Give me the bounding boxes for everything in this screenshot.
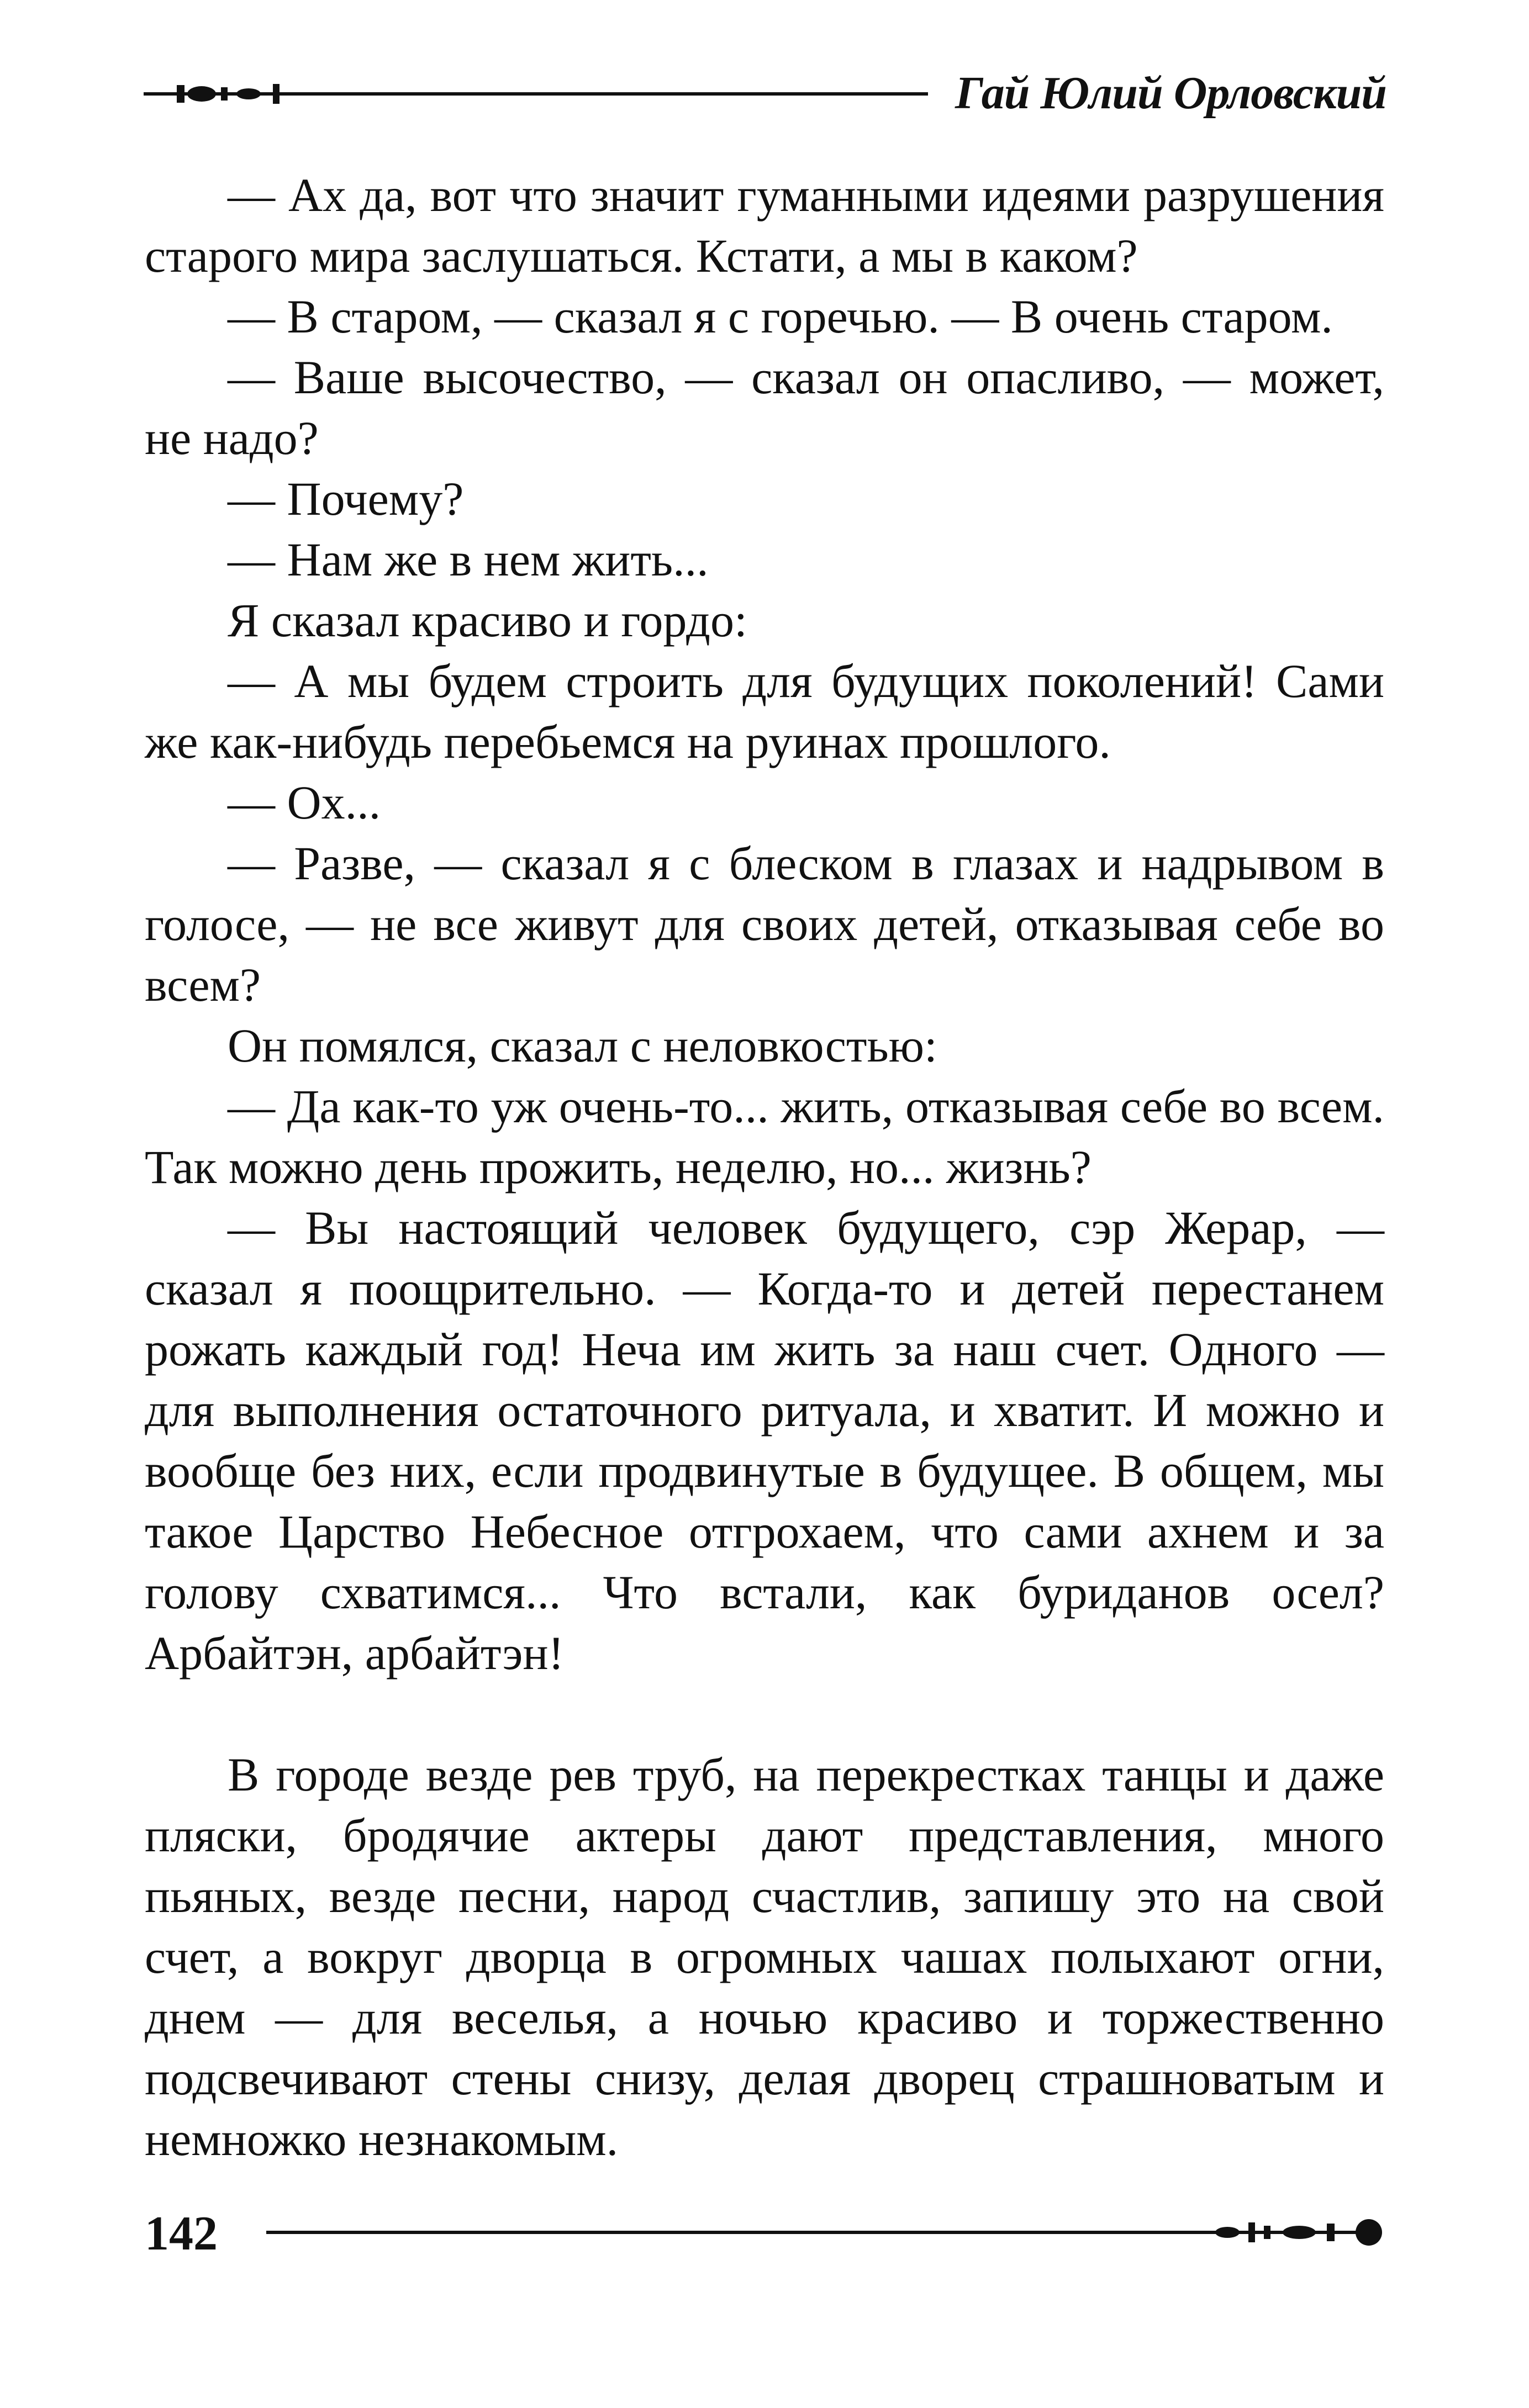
paragraph: — В старом, — сказал я с горечью. — В очень старом. <box>228 290 1333 343</box>
footer-ornament-rule <box>266 2216 1384 2249</box>
page-number: 142 <box>145 2207 218 2261</box>
section-break <box>145 1683 1384 1744</box>
paragraph: — Разве, — сказал я с блеском в глазах и надрывом в голосе, — не все живут для своих детей, отказывая себе во всем? <box>145 837 1384 1011</box>
paragraph: — Вы настоящий человек будущего, сэр Жерар, — сказал я поощрительно. — Когда-то и детей перестанем рожать каждый год! Неча им жить за наш счет. Одного — для выполнения остаточного ритуала, и хватит. И можно и вообще без них, если продвинутые в будущее. В общем, мы такое Царство Небесное отгрохаем, что сами ахнем и за голову схватимся... Что встали, как буриданов осел? Арбайтэн, арбайтэн! <box>145 1201 1384 1680</box>
paragraph: Я сказал красиво и гордо: <box>228 594 747 647</box>
paragraph: В городе везде рев труб, на перекрестках танцы и даже пляски, бродячие актеры дают представления, много пьяных, везде песни, народ счастлив, запишу это на свой счет, а вокруг дворца в огромных чашах полыхают огни, днем — для веселья, а ночью красиво и торжественно подсвечивают стены снизу, делая дворец страшноватым и немножко незнакомым. <box>145 1748 1384 2166</box>
paragraph: — Ох... <box>228 776 381 829</box>
paragraph: — Почему? <box>228 472 464 525</box>
page-header <box>144 66 1386 127</box>
paragraph: — Ваше высочество, — сказал он опасливо, — может, не надо? <box>145 351 1384 464</box>
paragraph: — Нам же в нем жить... <box>228 533 709 586</box>
paragraph: — А мы будем строить для будущих поколений! Сами же как-нибудь перебьемся на руинах прошлого. <box>145 654 1384 768</box>
paragraph: — Да как-то уж очень-то... жить, отказывая себе во всем. Так можно день прожить, неделю, но... жизнь? <box>145 1080 1384 1194</box>
page-footer <box>145 2204 1384 2264</box>
running-head: Гай Юлий Орловский <box>955 67 1386 119</box>
header-ornament-rule <box>144 77 928 110</box>
paragraph: — Ах да, вот что значит гуманными идеями разрушения старого мира заслушаться. Кстати, а мы в каком? <box>145 168 1384 282</box>
paragraph: Он помялся, сказал с неловкостью: <box>228 1019 937 1072</box>
body-text <box>145 165 1384 2169</box>
